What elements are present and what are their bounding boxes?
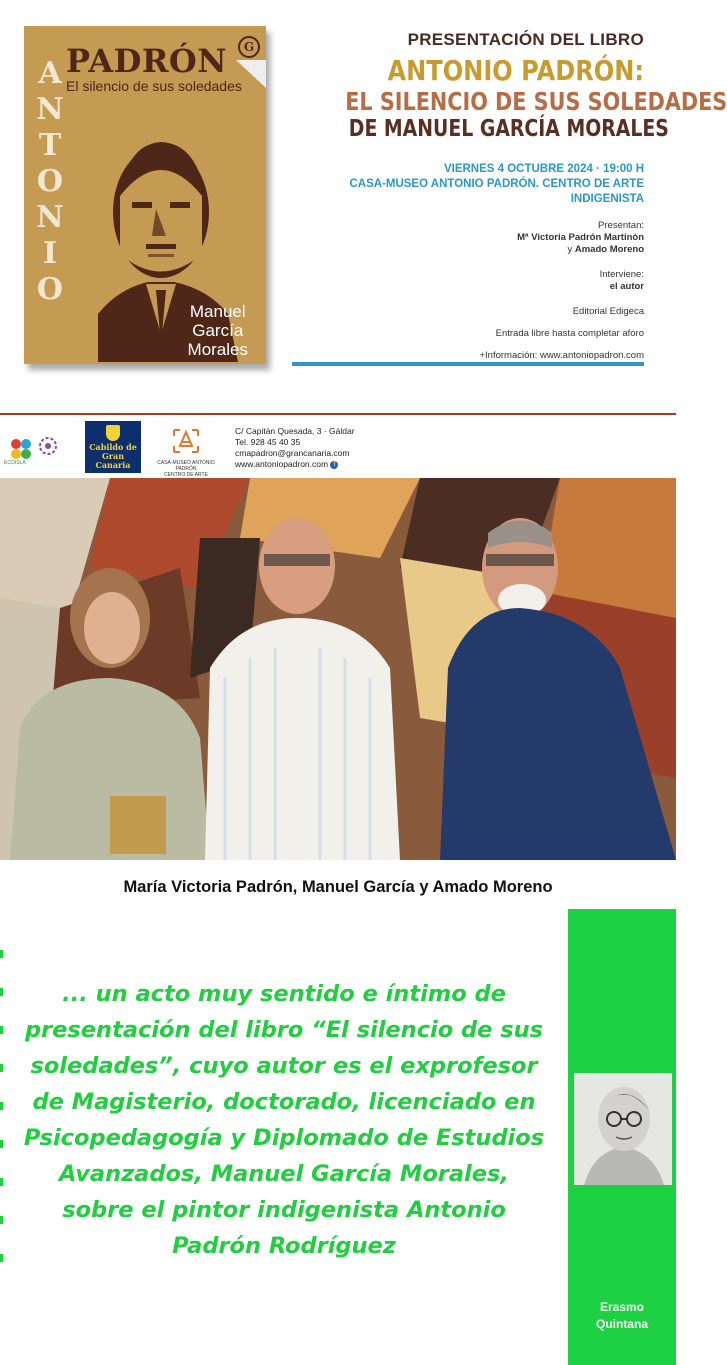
publisher: Editorial Edigeca bbox=[572, 306, 644, 317]
contact-address: C/ Capitán Quesada, 3 · Gáldar bbox=[235, 426, 355, 436]
speaker: Interviene: el autor bbox=[599, 269, 644, 292]
columnist-sketch-illustration bbox=[574, 1073, 672, 1185]
event-info bbox=[284, 30, 727, 362]
star-logo-icon bbox=[38, 436, 58, 456]
poster-title-line3: DE MANUEL GARCÍA MORALES bbox=[348, 116, 669, 142]
more-info-link[interactable]: +Información: www.antoniopadron.com bbox=[479, 350, 644, 361]
event-poster bbox=[0, 0, 727, 414]
book-cover bbox=[24, 26, 266, 364]
publisher-logo-icon: G bbox=[238, 36, 260, 58]
book-subtitle: El silencio de sus soledades bbox=[66, 78, 242, 94]
columnist-sidebar bbox=[568, 909, 676, 1365]
contact-block bbox=[235, 426, 355, 470]
poster-title-line1: ANTONIO PADRÓN: bbox=[387, 54, 644, 87]
sponsor-strip bbox=[0, 416, 676, 478]
facebook-icon[interactable]: f bbox=[330, 461, 338, 469]
contact-phone: Tel. 928 45 40 35 bbox=[235, 437, 301, 447]
columnist-name: Erasmo Quintana bbox=[595, 1300, 648, 1331]
divider-bar bbox=[292, 362, 644, 366]
event-photo-illustration bbox=[0, 478, 676, 860]
casa-museo-emblem-icon bbox=[170, 426, 202, 456]
entry-info: Entrada libre hasta completar aforo bbox=[495, 328, 644, 339]
casa-museo-logo: CASA-MUSEO ANTONIO PADRÓN CENTRO DE ARTE bbox=[150, 426, 222, 484]
poster-pretitle: PRESENTACIÓN DEL LIBRO bbox=[407, 30, 644, 49]
contact-web[interactable]: www.antoniopadron.com bbox=[235, 459, 329, 469]
event-venue: CASA-MUSEO ANTONIO PADRÓN. CENTRO DE ARTE INDIGENISTA bbox=[349, 178, 644, 205]
contact-email[interactable]: cmapadron@grancanaria.com bbox=[235, 448, 350, 458]
divider-line bbox=[0, 413, 676, 415]
event-date: VIERNES 4 OCTUBRE 2024 · 19:00 H bbox=[443, 163, 644, 175]
ecoisla-label: ECOISLA bbox=[4, 460, 26, 466]
photo-caption: María Victoria Padrón, Manuel García y Amado Moreno bbox=[123, 878, 553, 896]
cabildo-logo: Cabildo de Gran Canaria bbox=[85, 421, 141, 473]
book-author: Manuel García Morales bbox=[187, 302, 248, 359]
event-when bbox=[284, 162, 644, 207]
dotted-rule bbox=[0, 950, 4, 1280]
poster-title-line2: EL SILENCIO DE SUS SOLEDADES bbox=[345, 87, 727, 116]
presenters: Presentan: Mª Victoria Padrón Martinón y Amado Moreno bbox=[517, 220, 644, 255]
crest-icon bbox=[106, 425, 120, 441]
event-photo bbox=[0, 478, 676, 860]
book-vertical-name: A N T O N I O bbox=[36, 56, 64, 307]
columnist-portrait bbox=[574, 1073, 672, 1185]
ecoisla-logo-icon bbox=[6, 434, 36, 462]
pull-quote: ... un acto muy sentido e íntimo de presentación del libro “El silencio de sus soledades”, cuyo autor es el exprofesor de Magisterio, doctorado, licenciado en Psicopedagogía y Diplomado de Estudios Avanzados, Manuel García Morales, sobre el pintor indigenista Antonio Padrón Rodríguez bbox=[23, 981, 545, 1259]
book-title: PADRÓN bbox=[66, 42, 228, 80]
